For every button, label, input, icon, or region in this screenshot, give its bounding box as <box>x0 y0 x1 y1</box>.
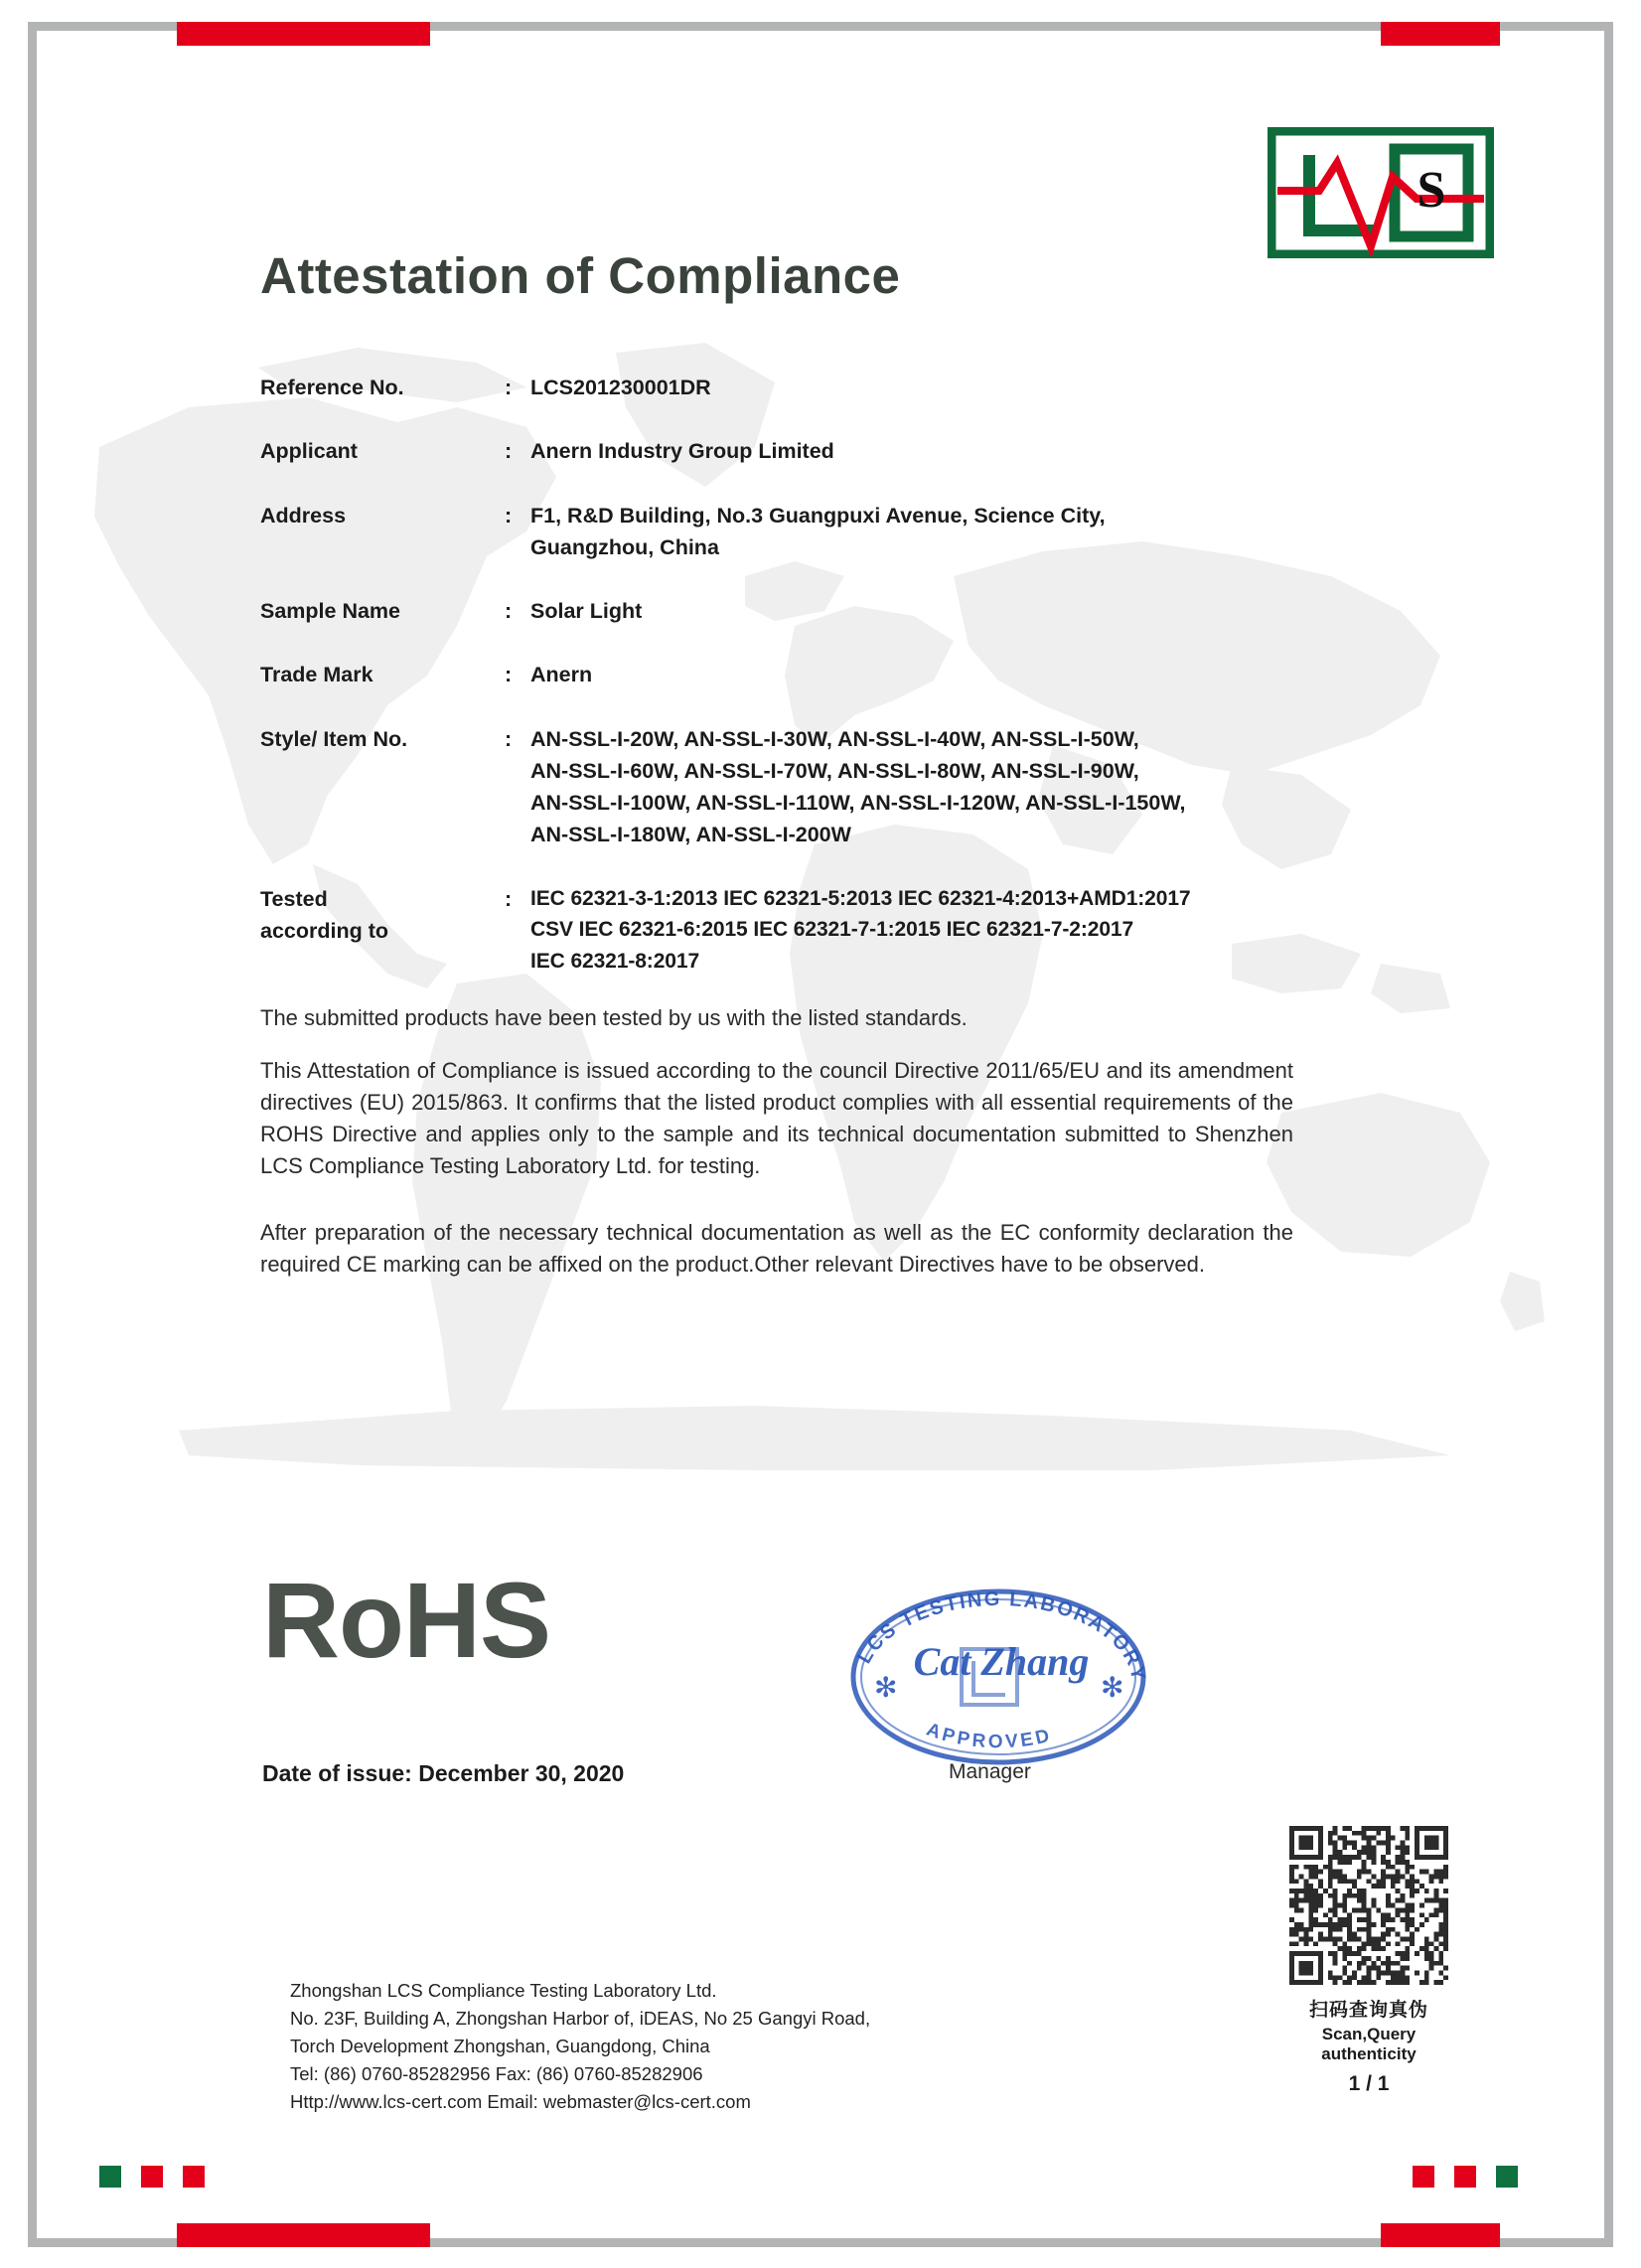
tested-note-paragraph: The submitted products have been tested by us with the listed standards. <box>260 1005 968 1030</box>
svg-text:S: S <box>1417 162 1446 219</box>
field-row-reference-no <box>260 372 1383 403</box>
lcs-logo <box>1268 127 1494 258</box>
field-value-line: AN-SSL-I-100W, AN-SSL-I-110W, AN-SSL-I-120W, AN-SSL-I-150W, <box>530 791 1186 815</box>
field-row-style-item-no <box>260 723 1383 851</box>
field-label-applicant: Applicant <box>260 439 358 464</box>
approval-stamp <box>834 1578 1162 1776</box>
field-colon: : <box>505 599 513 623</box>
field-colon: : <box>505 376 513 399</box>
field-label-reference-no: Reference No. <box>260 376 404 399</box>
svg-text:Cat Zhang: Cat Zhang <box>913 1639 1090 1684</box>
rohs-wordmark: RoHS <box>262 1560 550 1680</box>
field-label-tested-according-to <box>260 883 505 948</box>
field-row-tested-according-to <box>260 883 1383 978</box>
field-colon: : <box>505 886 513 911</box>
field-row-applicant <box>260 435 1383 467</box>
field-colon: : <box>505 503 513 528</box>
field-label-line: Tested <box>260 886 328 911</box>
qr-block <box>1274 1826 1463 2096</box>
field-label-address: Address <box>260 503 347 528</box>
field-value-style-item-no <box>530 723 1383 851</box>
certificate-fields <box>260 372 1383 983</box>
svg-text:✻: ✻ <box>874 1672 898 1703</box>
standard-line: IEC 62321-8:2017 <box>530 949 700 973</box>
field-label-trade-mark: Trade Mark <box>260 663 373 687</box>
field-value-reference-no <box>530 372 1383 403</box>
field-value-line: LCS201230001DR <box>530 376 711 399</box>
footer-line: No. 23F, Building A, Zhongshan Harbor of, iDEAS, No 25 Gangyi Road, <box>290 2008 871 2030</box>
footer-line: Tel: (86) 0760-85282956 Fax: (86) 0760-85282906 <box>290 2063 703 2085</box>
field-value-line: AN-SSL-I-180W, AN-SSL-I-200W <box>530 823 851 847</box>
footer-line: Zhongshan LCS Compliance Testing Laboratory Ltd. <box>290 1980 717 2001</box>
field-value-line: Anern Industry Group Limited <box>530 439 834 464</box>
manager-label: Manager <box>949 1760 1031 1783</box>
field-value-line: AN-SSL-I-60W, AN-SSL-I-70W, AN-SSL-I-80W, AN-SSL-I-90W, <box>530 758 1139 783</box>
field-value-line: Solar Light <box>530 599 643 623</box>
svg-text:LCS TESTING LABORATORY: LCS TESTING LABORATORY <box>853 1588 1150 1684</box>
field-value-tested-standards <box>530 883 1383 978</box>
field-value-line: Guangzhou, China <box>530 534 719 559</box>
field-colon: : <box>505 726 513 751</box>
field-value-address <box>530 500 1383 564</box>
qr-code-image <box>1289 1826 1448 1985</box>
qr-caption-en: Scan,Query authenticity <box>1321 2025 1417 2063</box>
field-value-line: Anern <box>530 663 593 687</box>
body-paragraph-1: This Attestation of Compliance is issued according to the council Directive 2011/65/EU and its amendment directives (EU) 2015/863. It confirms that the listed product complies with all essential requirements of the ROHS Directive and applies only to the sample and its technical documentation submitted to Shenzhen LCS Compliance Testing Laboratory Ltd. for testing. <box>260 1058 1293 1178</box>
qr-caption-cn: 扫码查询真伪 <box>1308 2000 1428 2021</box>
field-label-sample-name: Sample Name <box>260 599 401 623</box>
page-title: Attestation of Compliance <box>260 247 901 304</box>
field-value-line: F1, R&D Building, No.3 Guangpuxi Avenue, Science City, <box>530 503 1106 528</box>
field-value-line: AN-SSL-I-20W, AN-SSL-I-30W, AN-SSL-I-40W, AN-SSL-I-50W, <box>530 726 1139 751</box>
standard-line: CSV IEC 62321-6:2015 IEC 62321-7-1:2015 IEC 62321-7-2:2017 <box>530 918 1134 941</box>
field-value-applicant <box>530 435 1383 467</box>
laboratory-footer <box>290 1977 870 2117</box>
page-number: 1 / 1 <box>1348 2072 1390 2095</box>
field-value-sample-name <box>530 595 1383 627</box>
field-label-style-item-no: Style/ Item No. <box>260 726 408 751</box>
body-paragraph-2: After preparation of the necessary technical documentation as well as the EC conformity declaration the required CE marking can be affixed on the product.Other relevant Directives have to be observed. <box>260 1220 1293 1277</box>
footer-line: Http://www.lcs-cert.com Email: webmaster@lcs-cert.com <box>290 2091 751 2113</box>
standard-line: IEC 62321-3-1:2013 IEC 62321-5:2013 IEC 62321-4:2013+AMD1:2017 <box>530 886 1191 910</box>
field-row-trade-mark <box>260 659 1383 690</box>
field-label-line: according to <box>260 918 389 943</box>
footer-line: Torch Development Zhongshan, Guangdong, China <box>290 2036 710 2057</box>
field-row-sample-name <box>260 595 1383 627</box>
field-row-address <box>260 500 1383 564</box>
date-of-issue: Date of issue: December 30, 2020 <box>262 1760 625 1786</box>
svg-text:✻: ✻ <box>1101 1672 1124 1703</box>
field-colon: : <box>505 663 513 687</box>
field-value-trade-mark <box>530 659 1383 690</box>
svg-text:APPROVED: APPROVED <box>923 1719 1055 1753</box>
field-colon: : <box>505 439 513 464</box>
